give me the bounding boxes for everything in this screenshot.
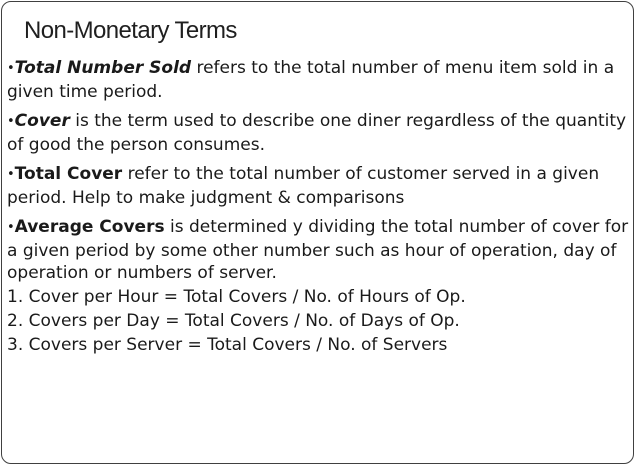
term-total-number-sold: Total Number Sold bbox=[14, 58, 192, 78]
definition-average-covers bbox=[7, 216, 631, 285]
bullet-marker: • bbox=[7, 61, 15, 76]
slide-frame bbox=[1, 1, 634, 464]
term-cover: Cover bbox=[14, 111, 70, 131]
formula-covers-per-server: 3. Covers per Server = Total Covers / No. of Servers bbox=[7, 334, 448, 355]
definition-total-cover bbox=[7, 163, 631, 209]
description-cover: is the term used to describe one diner regardless of the quantity of good the person consumes. bbox=[7, 111, 627, 155]
bullet-marker: • bbox=[7, 220, 15, 235]
description-total-cover: refer to the total number of customer served in a given period. Help to make judgment & comparisons bbox=[7, 164, 600, 208]
bullet-marker: • bbox=[7, 167, 15, 182]
description-average-covers: is determined y dividing the total number of cover for a given period by some other number such as hour of operation, day of operation or numbers of server. bbox=[7, 217, 629, 283]
definition-cover bbox=[7, 110, 631, 156]
term-total-cover: Total Cover bbox=[14, 164, 123, 184]
formula-covers-per-day: 2. Covers per Day = Total Covers / No. of Days of Op. bbox=[7, 310, 460, 331]
formula-cover-per-hour: 1. Cover per Hour = Total Covers / No. of Hours of Op. bbox=[7, 286, 466, 307]
term-average-covers: Average Covers bbox=[14, 217, 165, 237]
slide-title: Non-Monetary Terms bbox=[24, 17, 237, 44]
bullet-marker: • bbox=[7, 114, 15, 129]
description-total-number-sold: refers to the total number of menu item sold in a given time period. bbox=[7, 58, 615, 102]
slide-body bbox=[7, 57, 631, 357]
definition-total-number-sold bbox=[7, 57, 631, 103]
